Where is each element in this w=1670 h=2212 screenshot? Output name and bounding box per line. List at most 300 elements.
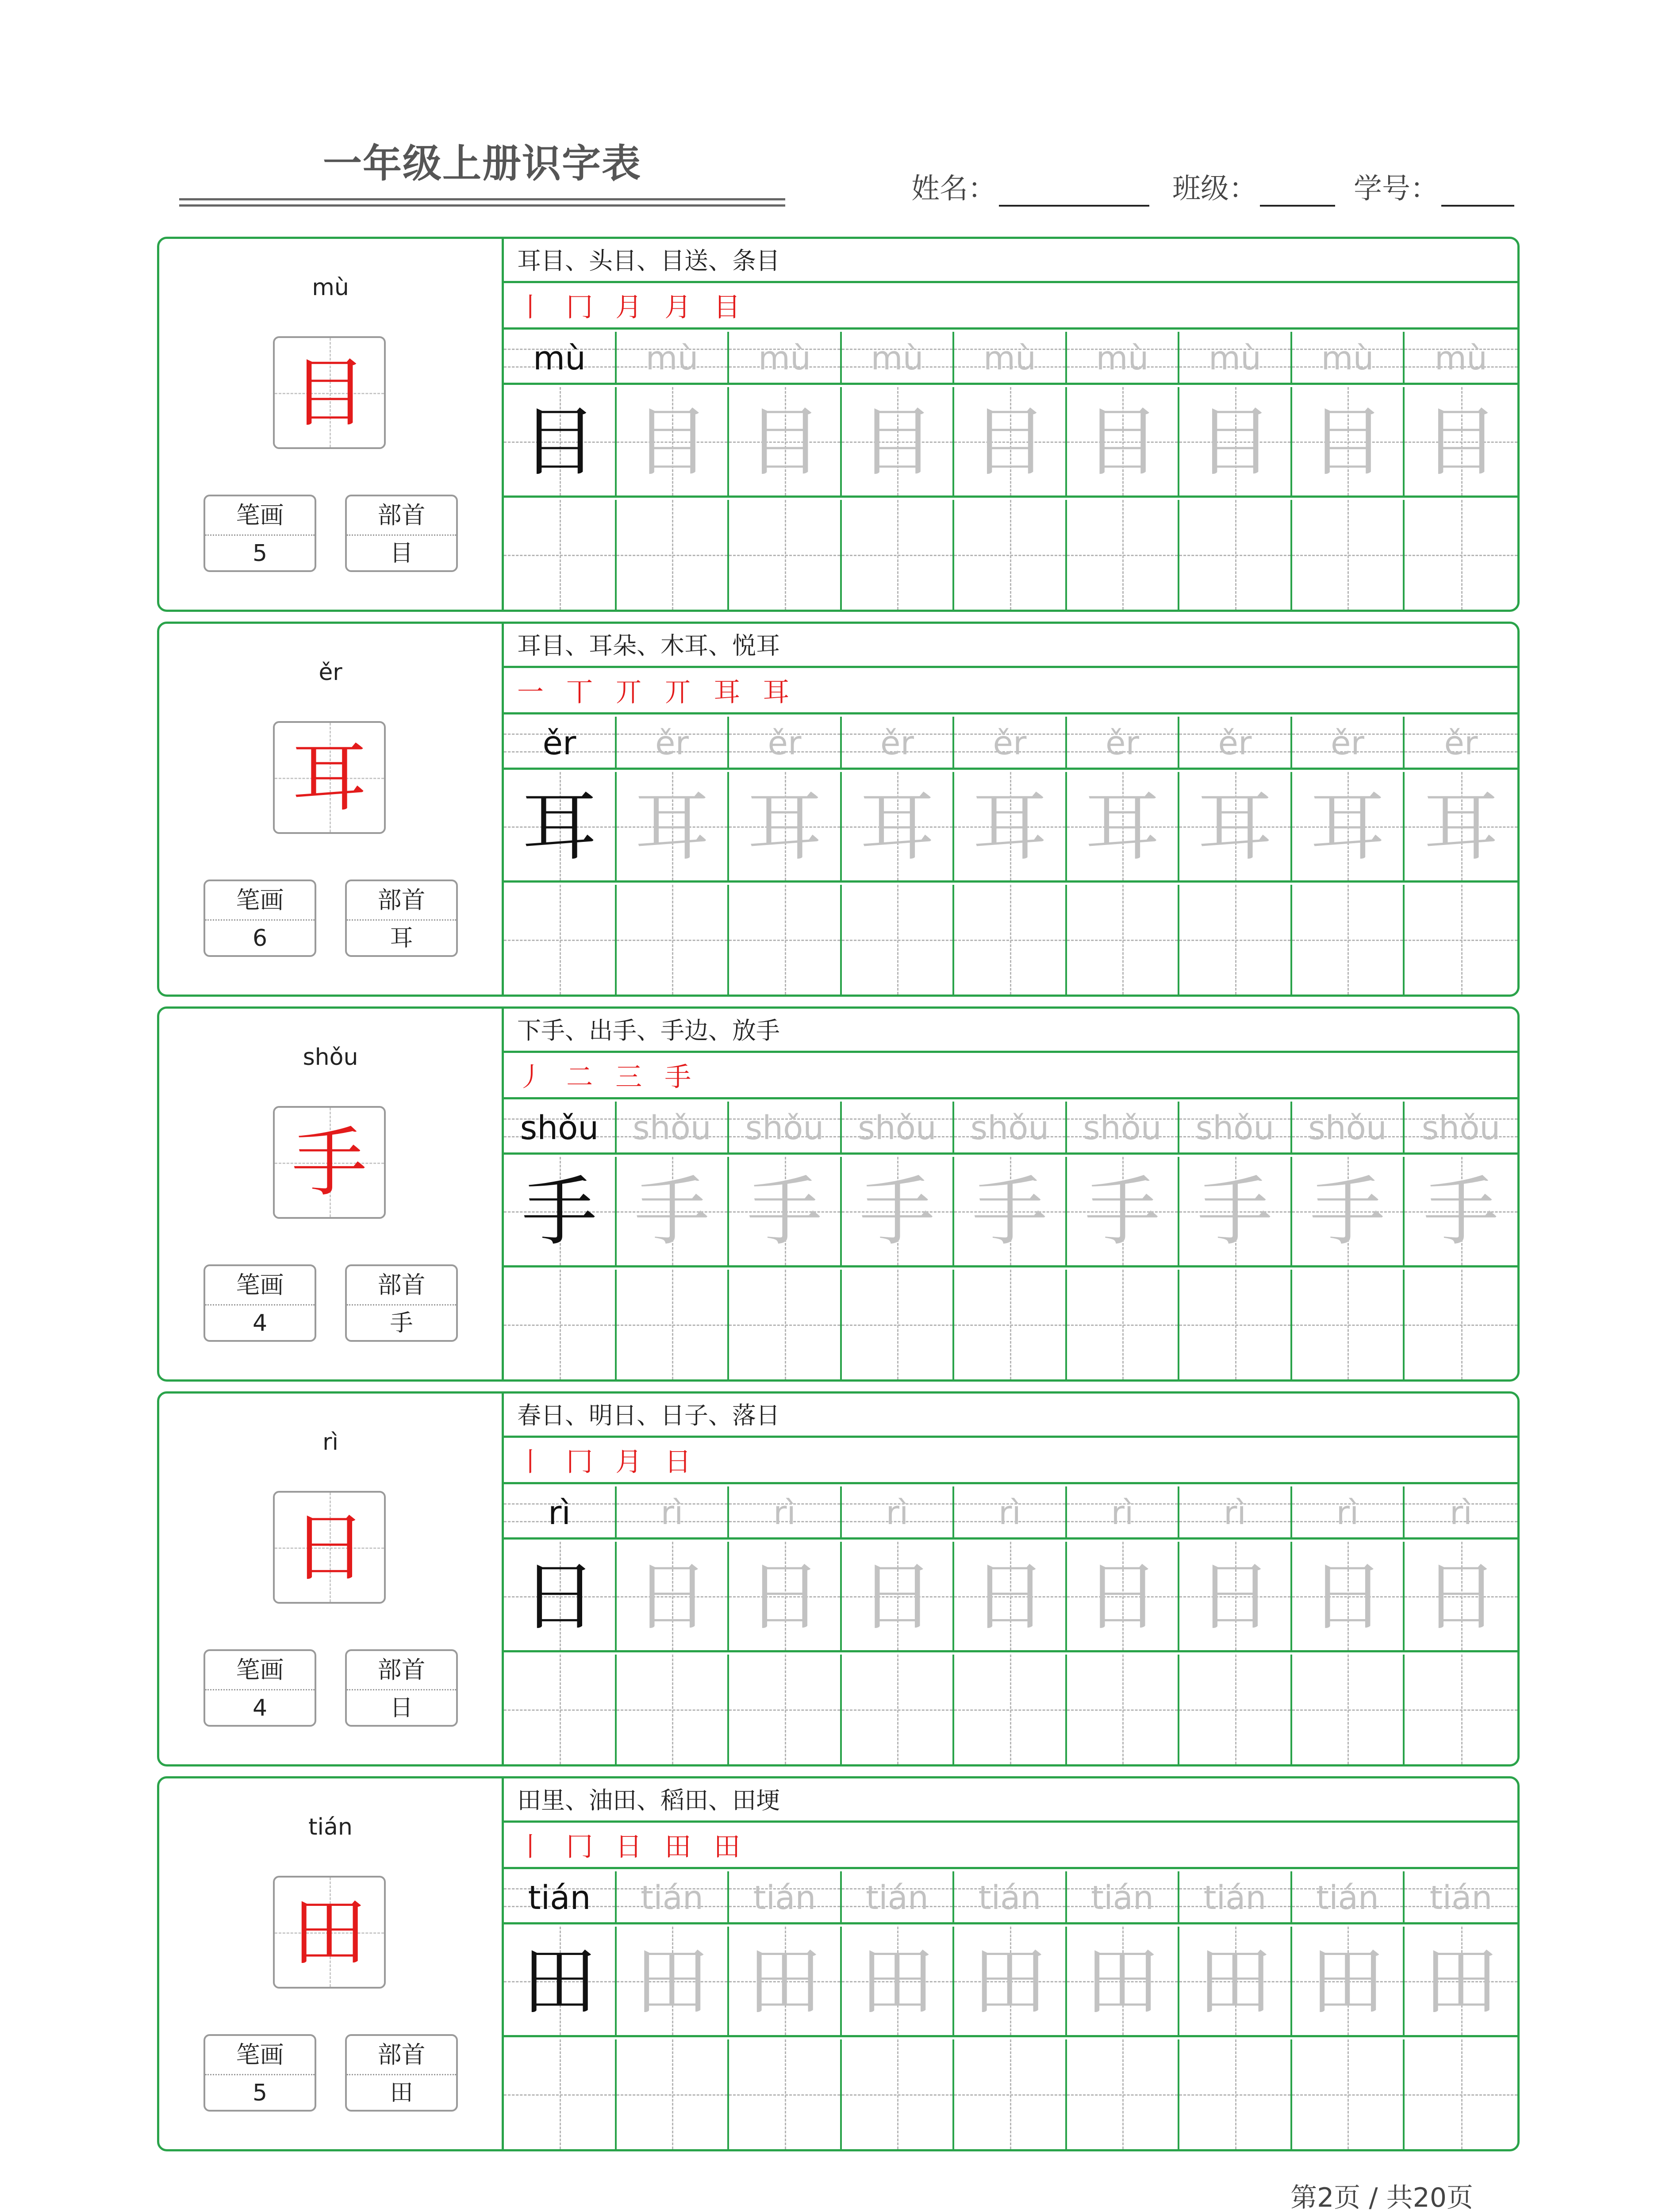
character-card bbox=[157, 1006, 1520, 1382]
character-writing-cell[interactable] bbox=[1405, 1927, 1517, 2037]
pinyin-writing-cell[interactable] bbox=[617, 1486, 729, 1540]
pinyin-writing-cell[interactable] bbox=[1067, 332, 1179, 385]
practice-panel bbox=[504, 624, 1517, 995]
character-box bbox=[273, 721, 386, 834]
stroke-order: 丨 冂 日 田 田 bbox=[504, 1825, 1517, 1869]
empty-writing-cell[interactable] bbox=[954, 1270, 1067, 1379]
character-box bbox=[273, 1106, 386, 1219]
strokes-value: 5 bbox=[252, 540, 268, 567]
character-writing-cell[interactable] bbox=[1292, 1157, 1405, 1267]
guide-line-vertical bbox=[897, 500, 898, 610]
character-pinyin: ěr bbox=[319, 659, 342, 686]
pinyin-writing-cell[interactable] bbox=[1179, 717, 1292, 770]
character-writing-cell[interactable] bbox=[1067, 1542, 1179, 1652]
character-trace: 耳 bbox=[972, 783, 1048, 871]
example-words: 春日、明日、日子、落日 bbox=[504, 1394, 1517, 1438]
character-trace: 目 bbox=[1309, 399, 1385, 486]
number-field[interactable] bbox=[1354, 166, 1514, 207]
character-writing-cell[interactable] bbox=[617, 1157, 729, 1267]
character-trace: 日 bbox=[859, 1553, 935, 1641]
pinyin-trace: rì bbox=[1224, 1494, 1246, 1532]
character-writing-cell[interactable] bbox=[1067, 1157, 1179, 1267]
pinyin-writing-cell[interactable] bbox=[617, 1871, 729, 1924]
pinyin-writing-cell[interactable] bbox=[617, 1102, 729, 1155]
pinyin-trace: ěr bbox=[1218, 724, 1252, 762]
character-writing-cell[interactable] bbox=[617, 772, 729, 883]
empty-writing-cell[interactable] bbox=[504, 885, 617, 995]
character-glyph: 田 bbox=[292, 1889, 367, 1977]
pinyin-writing-cell[interactable] bbox=[1067, 1486, 1179, 1540]
character-sample: 日 bbox=[522, 1553, 597, 1641]
pinyin-writing-cell[interactable] bbox=[1405, 717, 1517, 770]
pinyin-writing-cell[interactable] bbox=[617, 717, 729, 770]
pinyin-trace: shǒu bbox=[1308, 1109, 1387, 1147]
guide-line-vertical bbox=[897, 2039, 898, 2149]
pinyin-writing-cell[interactable] bbox=[504, 1102, 617, 1155]
number-label: 学号： bbox=[1354, 173, 1439, 205]
guide-line-vertical bbox=[1122, 2039, 1124, 2149]
character-writing-cell[interactable] bbox=[1292, 387, 1405, 498]
character-writing-cell[interactable] bbox=[504, 772, 617, 883]
pinyin-writing-cell[interactable] bbox=[842, 1102, 954, 1155]
pinyin-writing-cell[interactable] bbox=[1292, 1486, 1405, 1540]
guide-line-vertical bbox=[1235, 2039, 1236, 2149]
character-writing-cell[interactable] bbox=[1067, 387, 1179, 498]
guide-line-vertical bbox=[1235, 500, 1236, 610]
character-writing-cell[interactable] bbox=[729, 1542, 842, 1652]
empty-writing-cell[interactable] bbox=[1292, 1655, 1405, 1764]
guide-line-vertical bbox=[560, 1270, 561, 1379]
character-trace: 耳 bbox=[1423, 783, 1499, 871]
pinyin-writing-cell[interactable] bbox=[504, 1871, 617, 1924]
pinyin-trace: mù bbox=[983, 339, 1036, 377]
pinyin-writing-cell[interactable] bbox=[1292, 1871, 1405, 1924]
empty-writing-cell[interactable] bbox=[617, 885, 729, 995]
empty-writing-cell[interactable] bbox=[1405, 885, 1517, 995]
pinyin-writing-cell[interactable] bbox=[729, 1102, 842, 1155]
class-blank[interactable] bbox=[1260, 178, 1335, 207]
character-writing-cell[interactable] bbox=[504, 1927, 617, 2037]
pinyin-trace: tián bbox=[1429, 1879, 1493, 1917]
guide-line-vertical bbox=[897, 885, 898, 995]
radical-label: 部首 bbox=[347, 1266, 456, 1306]
character-writing-cell[interactable] bbox=[504, 1542, 617, 1652]
practice-panel bbox=[504, 1778, 1517, 2149]
character-writing-cell[interactable] bbox=[1405, 387, 1517, 498]
pinyin-writing-cell[interactable] bbox=[504, 1486, 617, 1540]
empty-writing-cell[interactable] bbox=[1067, 2039, 1179, 2149]
pinyin-writing-cell[interactable] bbox=[729, 1486, 842, 1540]
pinyin-writing-cell[interactable] bbox=[729, 1871, 842, 1924]
character-trace: 目 bbox=[1197, 399, 1273, 486]
character-box bbox=[273, 1876, 386, 1989]
empty-writing-cell[interactable] bbox=[729, 1270, 842, 1379]
character-trace: 目 bbox=[1423, 399, 1499, 486]
pinyin-writing-cell[interactable] bbox=[1405, 1871, 1517, 1924]
character-trace: 手 bbox=[972, 1168, 1048, 1256]
guide-line-vertical bbox=[560, 500, 561, 610]
guide-line-vertical bbox=[1010, 1655, 1011, 1764]
guide-line-vertical bbox=[560, 1655, 561, 1764]
character-trace: 耳 bbox=[1309, 783, 1385, 871]
strokes-label: 笔画 bbox=[205, 1651, 315, 1690]
empty-writing-cell[interactable] bbox=[842, 1655, 954, 1764]
empty-writing-cell[interactable] bbox=[617, 500, 729, 610]
pinyin-trace: shǒu bbox=[970, 1109, 1049, 1147]
character-trace: 日 bbox=[1084, 1553, 1160, 1641]
pinyin-trace: shǒu bbox=[858, 1109, 937, 1147]
guide-line-vertical bbox=[1235, 1655, 1236, 1764]
character-writing-cell[interactable] bbox=[842, 1542, 954, 1652]
character-trace: 田 bbox=[1197, 1938, 1273, 2026]
character-writing-cell[interactable] bbox=[1405, 1157, 1517, 1267]
practice-panel bbox=[504, 1009, 1517, 1379]
guide-line-vertical bbox=[1122, 1270, 1124, 1379]
character-trace: 田 bbox=[747, 1938, 822, 2026]
pinyin-writing-cell[interactable] bbox=[1405, 332, 1517, 385]
pinyin-writing-cell[interactable] bbox=[954, 1871, 1067, 1924]
pinyin-writing-cell[interactable] bbox=[1292, 332, 1405, 385]
empty-writing-cell[interactable] bbox=[729, 2039, 842, 2149]
pinyin-trace: shǒu bbox=[633, 1109, 711, 1147]
pinyin-trace: shǒu bbox=[745, 1109, 824, 1147]
empty-writing-cell[interactable] bbox=[954, 885, 1067, 995]
name-field[interactable] bbox=[911, 166, 1149, 207]
character-trace: 目 bbox=[859, 399, 935, 486]
guide-line-vertical bbox=[1348, 500, 1349, 610]
character-trace: 日 bbox=[1423, 1553, 1499, 1641]
guide-line-vertical bbox=[1010, 2039, 1011, 2149]
character-sample: 耳 bbox=[522, 783, 597, 871]
empty-writing-cell[interactable] bbox=[1179, 2039, 1292, 2149]
pinyin-writing-cell[interactable] bbox=[504, 717, 617, 770]
character-trace: 日 bbox=[1197, 1553, 1273, 1641]
character-trace: 手 bbox=[1084, 1168, 1160, 1256]
empty-writing-cell[interactable] bbox=[842, 885, 954, 995]
guide-line-vertical bbox=[560, 2039, 561, 2149]
empty-writing-cell[interactable] bbox=[1179, 500, 1292, 610]
empty-writing-cell[interactable] bbox=[1292, 1270, 1405, 1379]
practice-panel bbox=[504, 239, 1517, 610]
character-info-panel bbox=[159, 1009, 504, 1379]
pinyin-trace: tián bbox=[641, 1879, 703, 1917]
pinyin-writing-cell[interactable] bbox=[954, 717, 1067, 770]
radical-box bbox=[345, 2034, 458, 2112]
pinyin-trace: ěr bbox=[655, 724, 689, 762]
character-trace: 耳 bbox=[634, 783, 710, 871]
empty-writing-cell[interactable] bbox=[954, 2039, 1067, 2149]
empty-writing-cell[interactable] bbox=[1067, 1270, 1179, 1379]
character-writing-cell[interactable] bbox=[1292, 1927, 1405, 2037]
class-field[interactable] bbox=[1172, 166, 1335, 207]
number-blank[interactable] bbox=[1441, 178, 1514, 207]
pinyin-trace: mù bbox=[1209, 339, 1261, 377]
empty-writing-cell[interactable] bbox=[1405, 1655, 1517, 1764]
character-trace: 手 bbox=[634, 1168, 710, 1256]
stroke-count-box bbox=[203, 495, 316, 572]
guide-line-vertical bbox=[1461, 1655, 1463, 1764]
character-writing-cell[interactable] bbox=[954, 1542, 1067, 1652]
name-blank[interactable] bbox=[999, 178, 1149, 207]
character-glyph: 耳 bbox=[292, 734, 367, 822]
empty-writing-cell[interactable] bbox=[729, 500, 842, 610]
pinyin-trace: ěr bbox=[1331, 724, 1364, 762]
guide-line-vertical bbox=[1235, 1270, 1236, 1379]
character-writing-cell[interactable] bbox=[729, 772, 842, 883]
guide-line-vertical bbox=[1348, 1655, 1349, 1764]
character-writing-cell[interactable] bbox=[504, 387, 617, 498]
character-trace: 耳 bbox=[1197, 783, 1273, 871]
character-card bbox=[157, 1776, 1520, 2151]
character-sample: 目 bbox=[522, 399, 597, 486]
guide-line-vertical bbox=[785, 500, 786, 610]
guide-line-vertical bbox=[560, 885, 561, 995]
pinyin-writing-cell[interactable] bbox=[1179, 332, 1292, 385]
character-writing-cell[interactable] bbox=[1292, 1542, 1405, 1652]
pinyin-writing-cell[interactable] bbox=[1067, 717, 1179, 770]
pinyin-trace: rì bbox=[886, 1494, 909, 1532]
character-writing-cell[interactable] bbox=[1405, 772, 1517, 883]
pinyin-writing-cell[interactable] bbox=[954, 332, 1067, 385]
empty-writing-cell[interactable] bbox=[954, 1655, 1067, 1764]
character-writing-cell[interactable] bbox=[617, 1542, 729, 1652]
empty-writing-cell[interactable] bbox=[1405, 500, 1517, 610]
character-box bbox=[273, 1491, 386, 1604]
pinyin-trace: tián bbox=[1091, 1879, 1154, 1917]
pinyin-writing-cell[interactable] bbox=[842, 1871, 954, 1924]
pinyin-sample: mù bbox=[533, 339, 586, 377]
character-writing-cell[interactable] bbox=[954, 772, 1067, 883]
pinyin-writing-cell[interactable] bbox=[729, 717, 842, 770]
strokes-value: 5 bbox=[252, 2080, 268, 2106]
empty-writing-cell[interactable] bbox=[1405, 2039, 1517, 2149]
guide-line-vertical bbox=[1348, 2039, 1349, 2149]
character-card bbox=[157, 237, 1520, 612]
empty-writing-cell[interactable] bbox=[1067, 885, 1179, 995]
pinyin-trace: tián bbox=[866, 1879, 929, 1917]
example-words: 田里、油田、稻田、田埂 bbox=[504, 1778, 1517, 1823]
pinyin-trace: ěr bbox=[768, 724, 802, 762]
character-writing-cell[interactable] bbox=[954, 387, 1067, 498]
character-writing-cell[interactable] bbox=[1179, 772, 1292, 883]
empty-writing-cell[interactable] bbox=[1292, 885, 1405, 995]
name-label: 姓名： bbox=[911, 173, 996, 205]
pinyin-trace: rì bbox=[660, 1494, 683, 1532]
empty-writing-cell[interactable] bbox=[1067, 500, 1179, 610]
pinyin-writing-cell[interactable] bbox=[1405, 1486, 1517, 1540]
pinyin-trace: ěr bbox=[1106, 724, 1139, 762]
radical-value: 目 bbox=[390, 540, 413, 567]
empty-writing-cell[interactable] bbox=[1179, 885, 1292, 995]
character-writing-cell[interactable] bbox=[954, 1157, 1067, 1267]
guide-line-vertical bbox=[1010, 885, 1011, 995]
radical-box bbox=[345, 1649, 458, 1727]
character-glyph: 目 bbox=[292, 349, 367, 437]
character-writing-cell[interactable] bbox=[842, 1157, 954, 1267]
radical-label: 部首 bbox=[347, 1651, 456, 1690]
pinyin-writing-cell[interactable] bbox=[617, 332, 729, 385]
pinyin-writing-cell[interactable] bbox=[954, 1102, 1067, 1155]
pinyin-trace: ěr bbox=[880, 724, 914, 762]
character-trace: 田 bbox=[859, 1938, 935, 2026]
pinyin-trace: ěr bbox=[1444, 724, 1478, 762]
character-writing-cell[interactable] bbox=[1179, 387, 1292, 498]
character-sample: 手 bbox=[522, 1168, 597, 1256]
character-writing-cell[interactable] bbox=[1067, 772, 1179, 883]
character-writing-cell[interactable] bbox=[729, 1157, 842, 1267]
strokes-value: 4 bbox=[252, 1310, 268, 1336]
pinyin-writing-cell[interactable] bbox=[729, 332, 842, 385]
empty-writing-cell[interactable] bbox=[504, 500, 617, 610]
class-label: 班级： bbox=[1172, 173, 1257, 205]
empty-writing-cell[interactable] bbox=[504, 2039, 617, 2149]
pinyin-writing-cell[interactable] bbox=[842, 332, 954, 385]
pinyin-writing-cell[interactable] bbox=[1292, 1102, 1405, 1155]
strokes-label: 笔画 bbox=[205, 881, 315, 921]
pinyin-writing-cell[interactable] bbox=[954, 1486, 1067, 1540]
pinyin-trace: rì bbox=[773, 1494, 796, 1532]
guide-line-vertical bbox=[785, 1655, 786, 1764]
empty-writing-cell[interactable] bbox=[617, 2039, 729, 2149]
empty-writing-cell[interactable] bbox=[1067, 1655, 1179, 1764]
guide-line-vertical bbox=[897, 1655, 898, 1764]
radical-value: 耳 bbox=[390, 925, 413, 952]
empty-writing-cell[interactable] bbox=[504, 1270, 617, 1379]
pinyin-writing-cell[interactable] bbox=[1292, 717, 1405, 770]
pinyin-writing-cell[interactable] bbox=[842, 1486, 954, 1540]
radical-value: 手 bbox=[390, 1310, 413, 1336]
pinyin-writing-cell[interactable] bbox=[1405, 1102, 1517, 1155]
character-writing-cell[interactable] bbox=[1405, 1542, 1517, 1652]
radical-box bbox=[345, 879, 458, 957]
empty-writing-cell[interactable] bbox=[842, 500, 954, 610]
character-writing-cell[interactable] bbox=[842, 387, 954, 498]
character-trace: 耳 bbox=[859, 783, 935, 871]
empty-writing-cell[interactable] bbox=[1179, 1655, 1292, 1764]
character-writing-cell[interactable] bbox=[1292, 772, 1405, 883]
character-trace: 手 bbox=[1309, 1168, 1385, 1256]
title-underline-bottom bbox=[179, 204, 785, 207]
stroke-count-box bbox=[203, 1649, 316, 1727]
character-writing-cell[interactable] bbox=[954, 1927, 1067, 2037]
pinyin-trace: mù bbox=[871, 339, 924, 377]
empty-writing-cell[interactable] bbox=[729, 1655, 842, 1764]
character-writing-cell[interactable] bbox=[1179, 1542, 1292, 1652]
pinyin-writing-cell[interactable] bbox=[842, 717, 954, 770]
guide-line-vertical bbox=[1461, 885, 1463, 995]
page-number: 第2页 / 共20页 bbox=[1290, 2182, 1473, 2212]
character-trace: 目 bbox=[1084, 399, 1160, 486]
empty-writing-cell[interactable] bbox=[954, 500, 1067, 610]
character-pinyin: rì bbox=[322, 1429, 338, 1455]
pinyin-trace: mù bbox=[645, 339, 699, 377]
empty-writing-cell[interactable] bbox=[842, 1270, 954, 1379]
pinyin-trace: shǒu bbox=[1083, 1109, 1162, 1147]
strokes-label: 笔画 bbox=[205, 1266, 315, 1306]
character-pinyin: shǒu bbox=[303, 1044, 358, 1071]
empty-writing-cell[interactable] bbox=[1179, 1270, 1292, 1379]
example-words: 耳目、耳朵、木耳、悦耳 bbox=[504, 624, 1517, 668]
empty-writing-cell[interactable] bbox=[504, 1655, 617, 1764]
empty-writing-cell[interactable] bbox=[729, 885, 842, 995]
character-writing-cell[interactable] bbox=[1179, 1157, 1292, 1267]
character-writing-cell[interactable] bbox=[1067, 1927, 1179, 2037]
character-pinyin: tián bbox=[308, 1814, 353, 1840]
pinyin-writing-cell[interactable] bbox=[1179, 1102, 1292, 1155]
character-box bbox=[273, 336, 386, 449]
pinyin-writing-cell[interactable] bbox=[1067, 1102, 1179, 1155]
pinyin-writing-cell[interactable] bbox=[1179, 1871, 1292, 1924]
character-writing-cell[interactable] bbox=[842, 772, 954, 883]
empty-writing-cell[interactable] bbox=[1292, 2039, 1405, 2149]
character-writing-cell[interactable] bbox=[617, 387, 729, 498]
character-writing-cell[interactable] bbox=[729, 387, 842, 498]
character-trace: 耳 bbox=[1084, 783, 1160, 871]
empty-writing-cell[interactable] bbox=[617, 1655, 729, 1764]
character-card bbox=[157, 622, 1520, 997]
guide-line-vertical bbox=[1461, 500, 1463, 610]
strokes-value: 6 bbox=[252, 925, 268, 952]
character-writing-cell[interactable] bbox=[504, 1157, 617, 1267]
character-writing-cell[interactable] bbox=[617, 1927, 729, 2037]
example-words: 耳目、头目、目送、条目 bbox=[504, 239, 1517, 283]
pinyin-trace: shǒu bbox=[1195, 1109, 1275, 1147]
character-trace: 手 bbox=[1423, 1168, 1499, 1256]
guide-line-vertical bbox=[1461, 2039, 1463, 2149]
pinyin-trace: shǒu bbox=[1421, 1109, 1501, 1147]
character-trace: 手 bbox=[747, 1168, 822, 1256]
practice-panel bbox=[504, 1394, 1517, 1764]
pinyin-trace: mù bbox=[758, 339, 811, 377]
character-glyph: 日 bbox=[292, 1504, 367, 1592]
pinyin-writing-cell[interactable] bbox=[1179, 1486, 1292, 1540]
pinyin-trace: tián bbox=[1316, 1879, 1379, 1917]
stroke-count-box bbox=[203, 879, 316, 957]
character-writing-cell[interactable] bbox=[842, 1927, 954, 2037]
guide-line-vertical bbox=[672, 1655, 673, 1764]
character-trace: 耳 bbox=[747, 783, 822, 871]
strokes-label: 笔画 bbox=[205, 496, 315, 536]
stroke-order: 一 丅 丌 丌 耳 耳 bbox=[504, 670, 1517, 714]
character-trace: 目 bbox=[634, 399, 710, 486]
character-trace: 目 bbox=[747, 399, 822, 486]
character-trace: 日 bbox=[747, 1553, 822, 1641]
empty-writing-cell[interactable] bbox=[617, 1270, 729, 1379]
character-writing-cell[interactable] bbox=[1179, 1927, 1292, 2037]
pinyin-trace: mù bbox=[1435, 339, 1487, 377]
character-trace: 田 bbox=[1309, 1938, 1385, 2026]
empty-writing-cell[interactable] bbox=[842, 2039, 954, 2149]
pinyin-trace: rì bbox=[1336, 1494, 1359, 1532]
character-trace: 田 bbox=[1423, 1938, 1499, 2026]
empty-writing-cell[interactable] bbox=[1292, 500, 1405, 610]
character-card bbox=[157, 1391, 1520, 1767]
guide-line-vertical bbox=[1122, 1655, 1124, 1764]
empty-writing-cell[interactable] bbox=[1405, 1270, 1517, 1379]
character-pinyin: mù bbox=[312, 274, 349, 301]
pinyin-writing-cell[interactable] bbox=[1067, 1871, 1179, 1924]
pinyin-trace: tián bbox=[978, 1879, 1041, 1917]
pinyin-sample: shǒu bbox=[520, 1109, 599, 1147]
pinyin-sample: rì bbox=[548, 1494, 571, 1532]
character-writing-cell[interactable] bbox=[729, 1927, 842, 2037]
pinyin-trace: tián bbox=[753, 1879, 816, 1917]
pinyin-writing-cell[interactable] bbox=[504, 332, 617, 385]
character-sample: 田 bbox=[522, 1938, 597, 2026]
character-info-panel bbox=[159, 1394, 504, 1764]
pinyin-trace: mù bbox=[1321, 339, 1374, 377]
radical-value: 田 bbox=[390, 2080, 413, 2106]
